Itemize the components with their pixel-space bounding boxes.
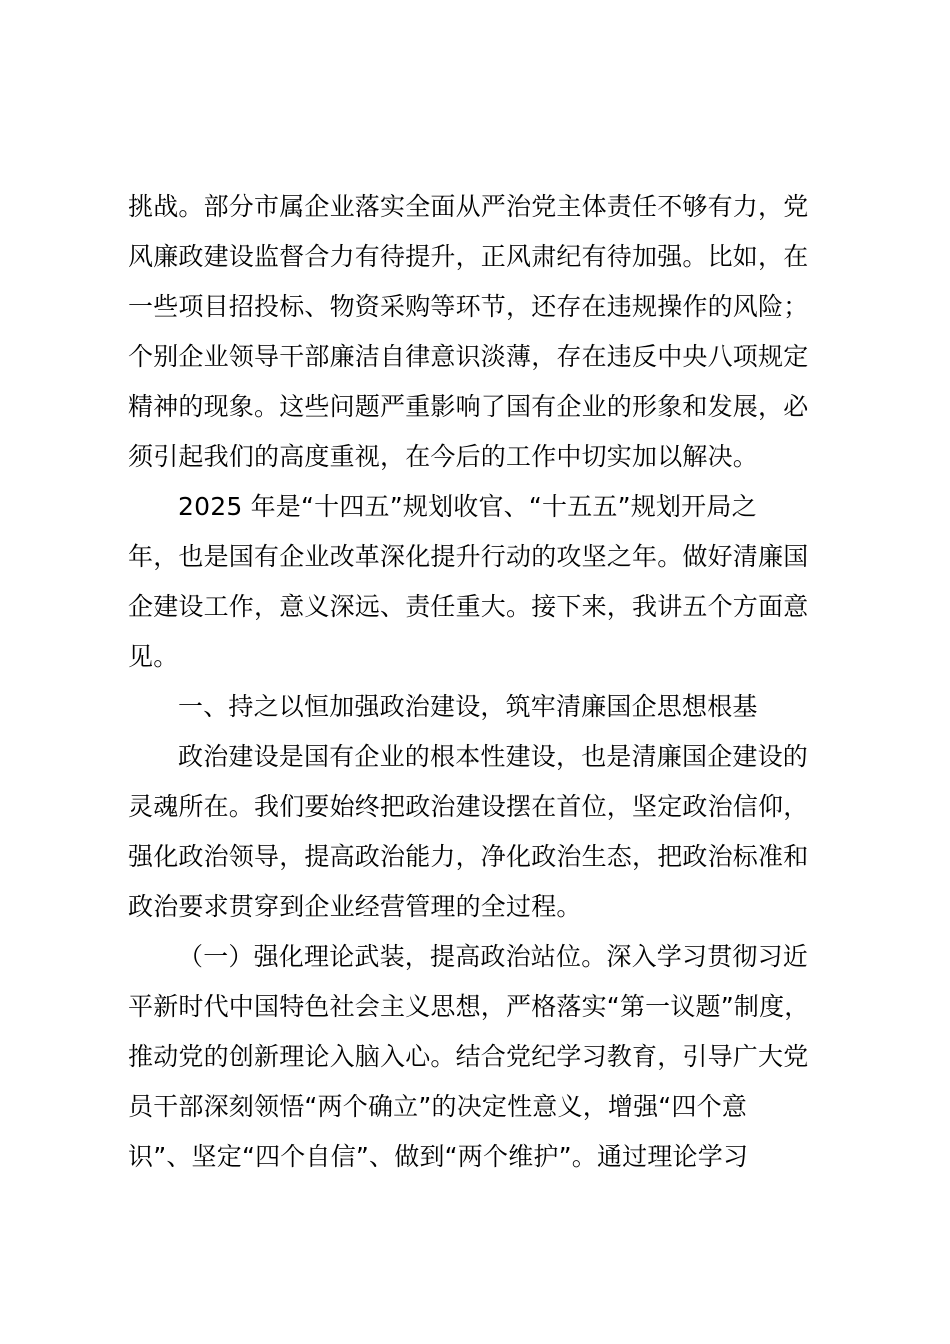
section-heading: 一、持之以恒加强政治建设，筑牢清廉国企思想根基: [178, 692, 758, 721]
paragraph-line: （一）强化理论武装，提高政治站位。深入学习贯彻习近: [178, 942, 809, 971]
paragraph-line: 风廉政建设监督合力有待提升，正风肃纪有待加强。比如，在: [128, 242, 809, 271]
paragraph-line: 推动党的创新理论入脑入心。结合党纪学习教育，引导广大党: [128, 1042, 809, 1071]
paragraph-line: 政治建设是国有企业的根本性建设，也是清廉国企建设的: [178, 742, 809, 771]
paragraph-line: 见。: [128, 642, 179, 671]
paragraph-line: 个别企业领导干部廉洁自律意识淡薄，存在违反中央八项规定: [128, 342, 809, 371]
paragraph-line: 精神的现象。这些问题严重影响了国有企业的形象和发展，必: [128, 392, 809, 421]
paragraph-line: 识”、坚定“四个自信”、做到“两个维护”。通过理论学习: [128, 1142, 749, 1171]
paragraph-line: 员干部深刻领悟“两个确立”的决定性意义，增强“四个意: [128, 1092, 748, 1121]
paragraph-line: 灵魂所在。我们要始终把政治建设摆在首位，坚定政治信仰，: [128, 792, 809, 821]
paragraph-line: 一些项目招投标、物资采购等环节，还存在违规操作的风险；: [128, 292, 809, 321]
paragraph-line: 平新时代中国特色社会主义思想，严格落实“第一议题”制度，: [128, 992, 810, 1021]
paragraph-line: 2025 年是“十四五”规划收官、“十五五”规划开局之: [178, 492, 757, 521]
paragraph-line: 须引起我们的高度重视，在今后的工作中切实加以解决。: [128, 442, 759, 471]
paragraph-line: 挑战。部分市属企业落实全面从严治党主体责任不够有力，党: [128, 192, 809, 221]
paragraph-line: 企建设工作，意义深远、责任重大。接下来，我讲五个方面意: [128, 592, 809, 621]
paragraph-line: 强化政治领导，提高政治能力，净化政治生态，把政治标准和: [128, 842, 809, 871]
paragraph-line: 政治要求贯穿到企业经营管理的全过程。: [128, 892, 582, 921]
paragraph-line: 年，也是国有企业改革深化提升行动的攻坚之年。做好清廉国: [128, 542, 809, 571]
document-body: [128, 182, 833, 1182]
